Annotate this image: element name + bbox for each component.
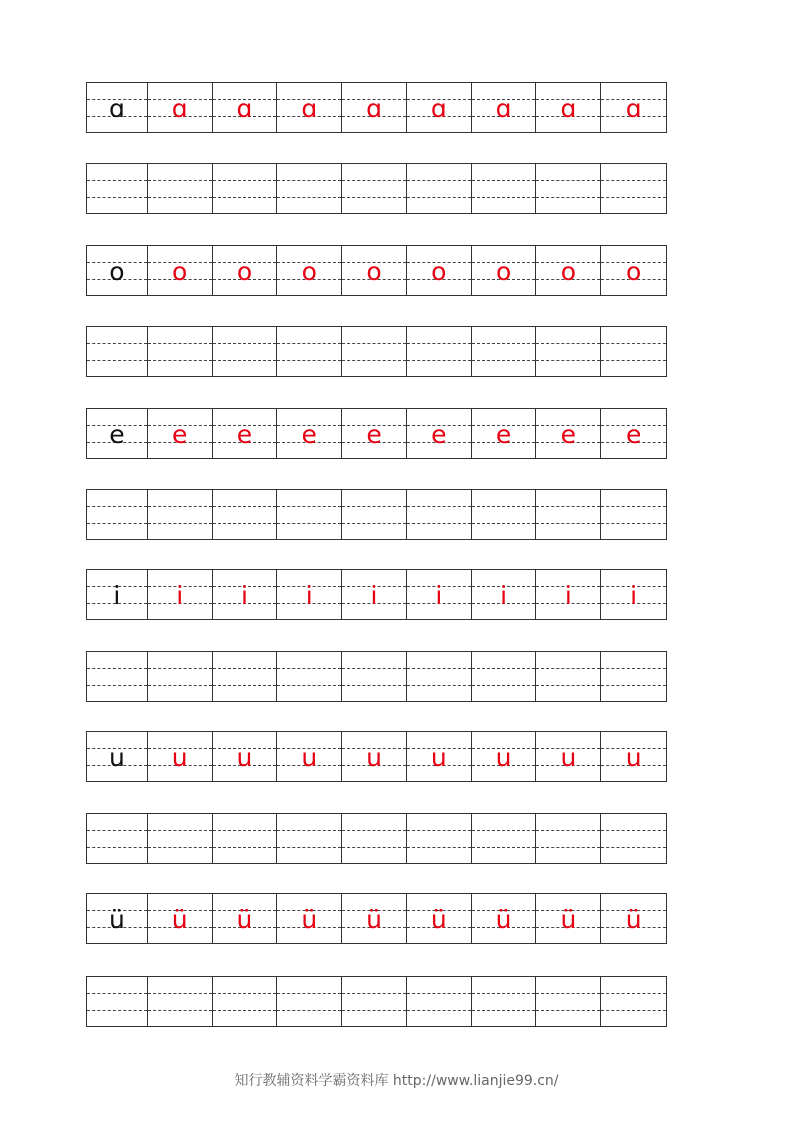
guide-line [342,1010,406,1011]
guide-line [148,197,212,198]
trace-letter: e [236,420,253,449]
guide-line [87,830,147,831]
guide-line [213,197,277,198]
writing-cell [601,164,666,213]
guide-line [87,360,147,361]
guide-line [342,197,406,198]
writing-cell [601,327,666,376]
writing-cell [472,409,537,458]
guide-line [536,1010,600,1011]
guide-line [601,830,666,831]
guide-line [87,197,147,198]
guide-line [472,685,536,686]
writing-cell [277,164,342,213]
guide-line [342,993,406,994]
writing-cell [213,732,278,781]
guide-line [601,343,666,344]
writing-cell [342,814,407,863]
writing-cell [407,490,472,539]
practice-row [86,813,667,864]
writing-cell [342,894,407,943]
guide-line [342,360,406,361]
guide-line [213,993,277,994]
writing-cell [536,246,601,295]
writing-cell [536,894,601,943]
guide-line [536,830,600,831]
trace-letter: ɑ [366,94,382,123]
guide-line [407,830,471,831]
guide-line [148,668,212,669]
writing-cell [87,164,148,213]
model-letter: i [113,581,121,610]
guide-line [213,506,277,507]
writing-cell [472,164,537,213]
guide-line [472,993,536,994]
writing-cell [277,652,342,701]
guide-line [536,197,600,198]
guide-line [342,685,406,686]
writing-cell [342,83,407,132]
writing-cell [342,732,407,781]
writing-cell [342,409,407,458]
writing-cell [87,732,148,781]
writing-cell [277,977,342,1026]
writing-cell [148,409,213,458]
guide-line [407,668,471,669]
writing-cell [472,732,537,781]
model-letter: o [109,257,125,286]
guide-line [87,1010,147,1011]
guide-line [213,343,277,344]
trace-letter: i [305,581,313,610]
writing-cell [536,164,601,213]
trace-letter: e [625,420,642,449]
trace-letter: ü [171,905,188,934]
guide-line [601,523,666,524]
guide-line [407,685,471,686]
writing-cell [407,894,472,943]
writing-cell [87,409,148,458]
letter-row [86,245,667,296]
guide-line [277,847,341,848]
guide-line [407,197,471,198]
writing-cell [407,83,472,132]
guide-line [407,506,471,507]
trace-letter: i [630,581,638,610]
writing-cell [536,814,601,863]
writing-cell [148,490,213,539]
writing-cell [342,164,407,213]
guide-line [472,668,536,669]
trace-letter: i [370,581,378,610]
trace-letter: e [560,420,577,449]
writing-cell [277,570,342,619]
writing-cell [536,490,601,539]
writing-cell [213,894,278,943]
writing-cell [536,83,601,132]
guide-line [148,360,212,361]
trace-letter: ɑ [171,94,188,123]
guide-line [277,506,341,507]
writing-cell [536,409,601,458]
guide-line [342,523,406,524]
writing-cell [277,246,342,295]
writing-cell [601,246,666,295]
writing-cell [148,652,213,701]
guide-line [87,523,147,524]
guide-line [472,847,536,848]
guide-line [536,506,600,507]
trace-letter: e [495,420,512,449]
writing-cell [277,490,342,539]
guide-line [87,993,147,994]
guide-line [342,668,406,669]
trace-letter: i [435,581,443,610]
guide-line [472,1010,536,1011]
guide-line [213,360,277,361]
model-letter: e [109,420,125,449]
writing-cell [148,814,213,863]
guide-line [87,685,147,686]
guide-line [213,685,277,686]
letter-row [86,408,667,459]
guide-line [536,523,600,524]
guide-line [277,993,341,994]
trace-letter: u [301,743,318,772]
guide-line [536,343,600,344]
model-letter: ɑ [108,94,125,123]
writing-cell [213,814,278,863]
guide-line [148,180,212,181]
writing-cell [213,327,278,376]
writing-cell [601,570,666,619]
writing-cell [148,732,213,781]
trace-letter: ɑ [430,94,447,123]
trace-letter: o [236,257,253,286]
trace-letter: e [171,420,188,449]
writing-cell [148,83,213,132]
trace-letter: o [431,257,447,286]
guide-line [472,506,536,507]
writing-cell [213,164,278,213]
trace-letter: ü [236,905,253,934]
writing-cell [277,732,342,781]
writing-cell [277,327,342,376]
guide-line [601,360,666,361]
guide-line [536,668,600,669]
writing-cell [536,570,601,619]
writing-cell [472,490,537,539]
writing-cell [148,327,213,376]
writing-cell [407,570,472,619]
guide-line [342,343,406,344]
writing-cell [213,652,278,701]
writing-cell [536,977,601,1026]
writing-cell [87,652,148,701]
guide-line [472,360,536,361]
writing-cell [407,652,472,701]
guide-line [213,1010,277,1011]
writing-cell [407,409,472,458]
trace-letter: o [495,257,512,286]
trace-letter: e [301,420,317,449]
writing-cell [87,977,148,1026]
trace-letter: o [560,257,577,286]
trace-letter: ü [430,905,447,934]
guide-line [601,197,666,198]
guide-line [277,830,341,831]
guide-line [87,847,147,848]
guide-line [407,360,471,361]
writing-cell [407,164,472,213]
trace-letter: u [171,743,188,772]
trace-letter: u [236,743,253,772]
trace-letter: o [301,257,317,286]
guide-line [87,506,147,507]
guide-line [148,1010,212,1011]
guide-line [601,180,666,181]
trace-letter: i [176,581,184,610]
footer-text: 知行教辅资料学霸资料库 http://www.lianjie99.cn/ [234,1073,559,1089]
writing-cell [472,977,537,1026]
writing-cell [601,977,666,1026]
trace-letter: ɑ [236,94,253,123]
trace-letter: ü [301,905,318,934]
writing-cell [601,490,666,539]
guide-line [407,993,471,994]
writing-cell [407,977,472,1026]
writing-cell [601,894,666,943]
guide-line [472,343,536,344]
guide-line [277,523,341,524]
writing-cell [601,652,666,701]
writing-cell [342,570,407,619]
guide-line [601,993,666,994]
writing-cell [407,246,472,295]
writing-cell [213,490,278,539]
trace-letter: i [500,581,508,610]
guide-line [407,1010,471,1011]
letter-row [86,82,667,133]
writing-cell [277,894,342,943]
guide-line [277,685,341,686]
writing-cell [536,732,601,781]
guide-line [87,180,147,181]
guide-line [277,343,341,344]
guide-line [342,847,406,848]
trace-letter: e [366,420,382,449]
writing-cell [601,732,666,781]
writing-cell [536,327,601,376]
trace-letter: i [240,581,248,610]
writing-cell [472,652,537,701]
trace-letter: e [431,420,447,449]
trace-letter: u [430,743,447,772]
writing-cell [87,490,148,539]
guide-line [536,685,600,686]
trace-letter: o [172,257,188,286]
guide-line [213,847,277,848]
trace-letter: o [366,257,382,286]
practice-row [86,976,667,1027]
letter-row [86,731,667,782]
guide-line [407,180,471,181]
guide-line [277,197,341,198]
writing-cell [601,814,666,863]
writing-cell [87,894,148,943]
writing-cell [277,409,342,458]
trace-letter: ɑ [625,94,642,123]
writing-cell [148,894,213,943]
guide-line [342,180,406,181]
writing-cell [342,977,407,1026]
letter-row [86,893,667,944]
guide-line [407,523,471,524]
writing-cell [472,83,537,132]
model-letter: u [108,743,125,772]
writing-cell [87,83,148,132]
writing-cell [407,732,472,781]
trace-letter: ü [366,905,382,934]
guide-line [277,360,341,361]
practice-row [86,163,667,214]
practice-row [86,489,667,540]
guide-line [277,668,341,669]
writing-cell [213,246,278,295]
letter-row [86,569,667,620]
writing-cell [472,894,537,943]
trace-letter: u [495,743,512,772]
guide-line [342,506,406,507]
writing-cell [213,409,278,458]
guide-line [148,993,212,994]
guide-line [536,180,600,181]
guide-line [87,668,147,669]
writing-cell [472,327,537,376]
writing-cell [277,814,342,863]
writing-cell [342,246,407,295]
practice-row [86,326,667,377]
writing-cell [148,164,213,213]
guide-line [601,685,666,686]
writing-cell [342,327,407,376]
guide-line [472,523,536,524]
guide-line [601,847,666,848]
guide-line [87,343,147,344]
writing-cell [342,490,407,539]
writing-cell [536,652,601,701]
guide-line [213,830,277,831]
writing-cell [213,83,278,132]
guide-line [536,360,600,361]
trace-letter: o [626,257,642,286]
trace-letter: i [564,581,572,610]
writing-cell [213,570,278,619]
writing-cell [148,246,213,295]
guide-line [407,343,471,344]
guide-line [277,180,341,181]
writing-cell [148,977,213,1026]
guide-line [148,830,212,831]
guide-line [536,993,600,994]
writing-cell [407,327,472,376]
guide-line [148,343,212,344]
trace-letter: ü [495,905,512,934]
guide-line [148,506,212,507]
writing-cell [472,570,537,619]
guide-line [472,830,536,831]
guide-line [213,668,277,669]
writing-cell [87,246,148,295]
guide-line [601,668,666,669]
guide-line [472,197,536,198]
guide-line [213,180,277,181]
writing-cell [472,246,537,295]
trace-letter: ɑ [495,94,512,123]
practice-row [86,651,667,702]
writing-cell [148,570,213,619]
writing-cell [87,814,148,863]
guide-line [213,523,277,524]
model-letter: ü [108,905,125,934]
trace-letter: ɑ [560,94,577,123]
trace-letter: u [366,743,382,772]
writing-cell [87,327,148,376]
guide-line [472,180,536,181]
writing-cell [213,977,278,1026]
guide-line [407,847,471,848]
trace-letter: u [625,743,642,772]
writing-cell [277,83,342,132]
guide-line [277,1010,341,1011]
trace-letter: ü [625,905,642,934]
trace-letter: ɑ [301,94,318,123]
writing-cell [472,814,537,863]
trace-letter: u [560,743,577,772]
guide-line [601,506,666,507]
guide-line [342,830,406,831]
guide-line [536,847,600,848]
guide-line [148,847,212,848]
writing-cell [601,409,666,458]
writing-cell [601,83,666,132]
guide-line [148,685,212,686]
writing-cell [407,814,472,863]
guide-line [148,523,212,524]
trace-letter: ü [560,905,577,934]
writing-cell [87,570,148,619]
guide-line [601,1010,666,1011]
writing-cell [342,652,407,701]
